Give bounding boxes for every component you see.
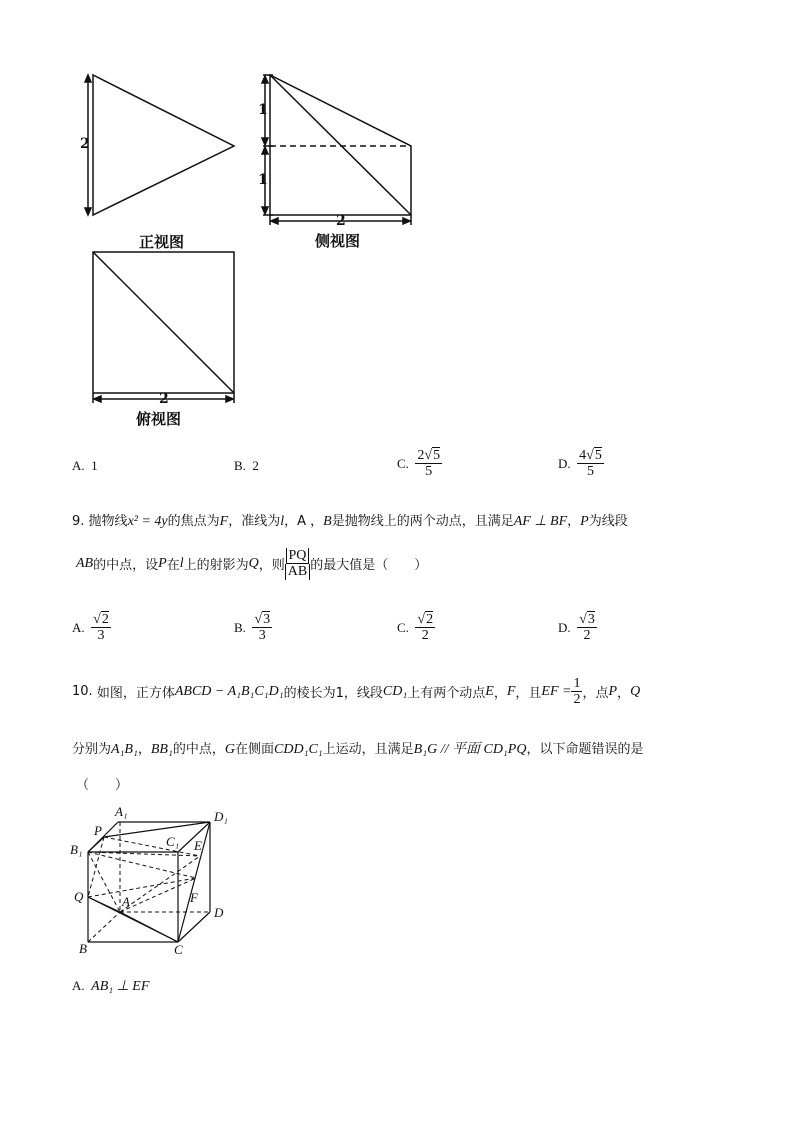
q8-option-d-fraction: $\frac{4√5}{5}$	[579, 448, 602, 480]
q10-line-2: 分别为A₁B₁，BB₁的中点，G在侧面CDD₁C₁上运动，且满足B₁G // 平面 CD₁PQ，以下命题错误的是	[72, 742, 644, 757]
q9-option-c[interactable]: C. $\frac{√2}{2}$	[397, 612, 434, 644]
q10-line-1: 10. 如图，正方体 ABCD − A₁B₁C₁D₁ 的棱长为1，线段 CD₁ 上有两个动点 E ， F ，且 EF = $\frac{1}{2}$ ，点 P ， Q	[72, 676, 641, 708]
cube-label-e: E	[194, 838, 202, 853]
top-view-dim-label: 2	[159, 391, 169, 407]
q9-option-a[interactable]: A. $\frac{√2}{3}$	[72, 612, 109, 644]
side-view-dim-bottom-label: 1	[258, 172, 268, 188]
top-view-caption: 俯视图	[136, 410, 182, 428]
top-view-drawing	[93, 252, 234, 403]
front-view-dim-label: 2	[80, 136, 90, 152]
side-view-dim-width-label: 2	[336, 213, 346, 229]
cube-label-f: F	[190, 890, 198, 905]
cube-label-d: D	[214, 905, 224, 920]
q9-option-d[interactable]: D. $\frac{√3}{2}$	[558, 612, 595, 644]
q8-option-c[interactable]: C. $\frac{2√5}{5}$	[397, 448, 441, 480]
top-view-diagonal	[93, 252, 234, 393]
cube-label-q: Q	[74, 889, 84, 904]
cube-label-d1: D₁	[214, 809, 228, 824]
cube-label-a: A	[122, 894, 130, 909]
side-view-diagonal	[270, 75, 411, 215]
q9-ratio-fraction: $\frac{PQ}{AB}$	[285, 548, 310, 580]
front-view-triangle	[93, 75, 234, 215]
q9-line-2: AB 的中点，设 P 在 l 上的射影为 Q ，则 $\frac{PQ}{AB}$ 的最大值是（ ）	[76, 548, 428, 580]
front-view-drawing	[85, 75, 234, 215]
q8-option-a[interactable]: A. 1	[72, 458, 98, 473]
cube-figure	[60, 800, 240, 965]
cube-label-b: B	[79, 941, 87, 956]
cube-label-c: C	[174, 942, 183, 957]
side-view-caption: 侧视图	[315, 232, 361, 250]
cube-label-p: P	[94, 823, 102, 838]
front-view-caption: 正视图	[139, 233, 185, 251]
q8-option-d[interactable]: D. $\frac{4√5}{5}$	[558, 448, 602, 480]
q8-option-c-fraction: $\frac{2√5}{5}$	[417, 448, 441, 480]
side-view-drawing	[262, 75, 411, 225]
q10-line-3: （ ）	[76, 778, 129, 793]
q10-option-a[interactable]: A. AB₁ ⊥ EF	[72, 978, 150, 994]
q9-option-b[interactable]: B. $\frac{√3}{3}$	[234, 612, 271, 644]
q9-line-1: 9. 抛物线x² = 4y的焦点为F，准线为l，A ，B是抛物线上的两个动点，且满足AF ⊥ BF，P为线段	[72, 514, 628, 529]
cube-label-c1: C₁	[166, 834, 180, 849]
q10-ef-fraction: $\frac{1}{2}$	[573, 676, 581, 708]
side-view-dim-top-label: 1	[258, 102, 268, 118]
cube-label-a1: A₁	[115, 804, 128, 819]
q8-option-b[interactable]: B. 2	[234, 458, 259, 473]
cube-label-b1: B₁	[70, 842, 83, 857]
three-view-figures	[0, 0, 794, 440]
